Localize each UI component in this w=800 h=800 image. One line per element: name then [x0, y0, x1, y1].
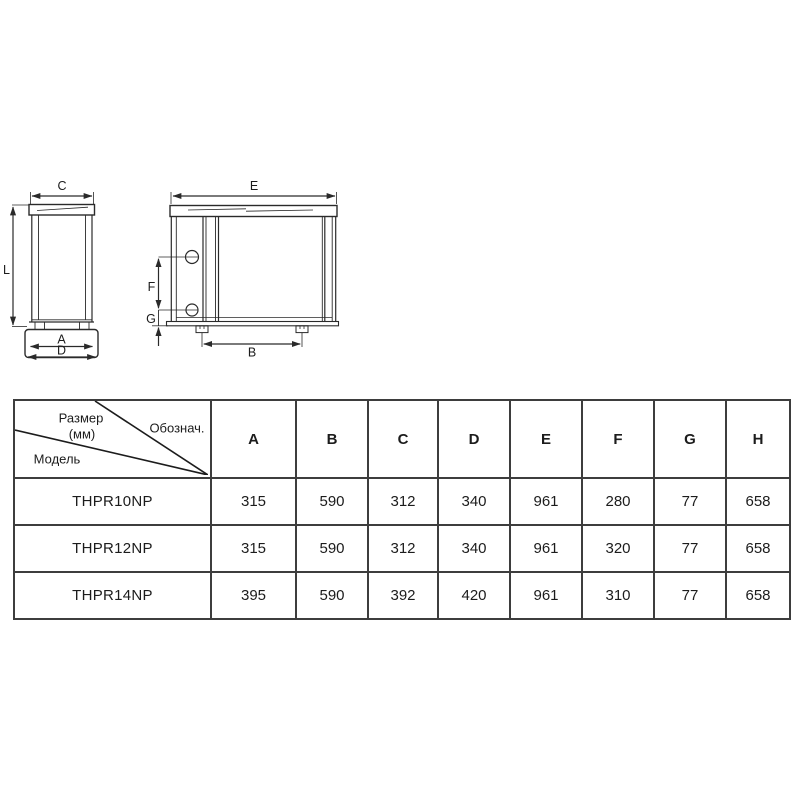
dim-label-c: C: [57, 179, 67, 193]
value-cell: 312: [368, 478, 438, 525]
corner-designation-label: Обознач.: [149, 420, 205, 436]
side-right-pad: [80, 322, 90, 330]
dimensions-table-container: [13, 399, 791, 620]
front-base-bar: [167, 322, 339, 326]
corner-cell-content: [15, 401, 210, 477]
column-header-d: D: [438, 400, 510, 478]
value-cell: 312: [368, 525, 438, 572]
dim-label-d: D: [56, 343, 67, 358]
value-cell: 658: [726, 525, 790, 572]
dim-label-a: A: [57, 332, 66, 347]
value-cell: 315: [211, 525, 296, 572]
column-header-e: E: [510, 400, 582, 478]
value-cell: 590: [296, 478, 368, 525]
column-header-b: B: [296, 400, 368, 478]
value-cell: 77: [654, 525, 726, 572]
side-left-pad: [35, 322, 45, 330]
dimensions-table: [13, 399, 791, 620]
value-cell: 310: [582, 572, 654, 619]
value-cell: 340: [438, 525, 510, 572]
table-row-thpr14np: [14, 572, 790, 619]
value-cell: 280: [582, 478, 654, 525]
corner-header-cell: [14, 400, 211, 478]
column-header-a: A: [211, 400, 296, 478]
value-cell: 658: [726, 478, 790, 525]
dim-label-f: F: [147, 280, 156, 294]
value-cell: 658: [726, 572, 790, 619]
value-cell: 315: [211, 478, 296, 525]
dim-label-b: B: [247, 345, 257, 360]
column-header-c: C: [368, 400, 438, 478]
column-header-h: H: [726, 400, 790, 478]
value-cell: 961: [510, 572, 582, 619]
dimension-drawing: [0, 170, 400, 370]
table-row-thpr12np: [14, 525, 790, 572]
value-cell: 590: [296, 525, 368, 572]
value-cell: 961: [510, 478, 582, 525]
value-cell: 395: [211, 572, 296, 619]
side-view: [12, 192, 98, 358]
value-cell: 77: [654, 478, 726, 525]
corner-model-label: Модель: [33, 451, 81, 467]
front-view: [152, 192, 339, 347]
column-header-f: F: [582, 400, 654, 478]
model-cell: THPR10NP: [14, 478, 211, 525]
value-cell: 320: [582, 525, 654, 572]
value-cell: 961: [510, 525, 582, 572]
value-cell: 77: [654, 572, 726, 619]
table-row-thpr10np: [14, 478, 790, 525]
dim-label-g: G: [146, 312, 156, 326]
model-cell: THPR14NP: [14, 572, 211, 619]
front-right-foot: [296, 326, 308, 333]
front-left-foot: [196, 326, 208, 333]
value-cell: 340: [438, 478, 510, 525]
dim-label-l: L: [3, 263, 10, 277]
value-cell: 420: [438, 572, 510, 619]
value-cell: 590: [296, 572, 368, 619]
value-cell: 392: [368, 572, 438, 619]
column-header-g: G: [654, 400, 726, 478]
side-top-cap: [29, 205, 95, 216]
header-row: [14, 400, 790, 478]
corner-size-label: Размер: [58, 410, 104, 426]
dim-label-e: E: [249, 179, 259, 193]
corner-size-unit-label: (мм): [68, 426, 96, 442]
model-cell: THPR12NP: [14, 525, 211, 572]
